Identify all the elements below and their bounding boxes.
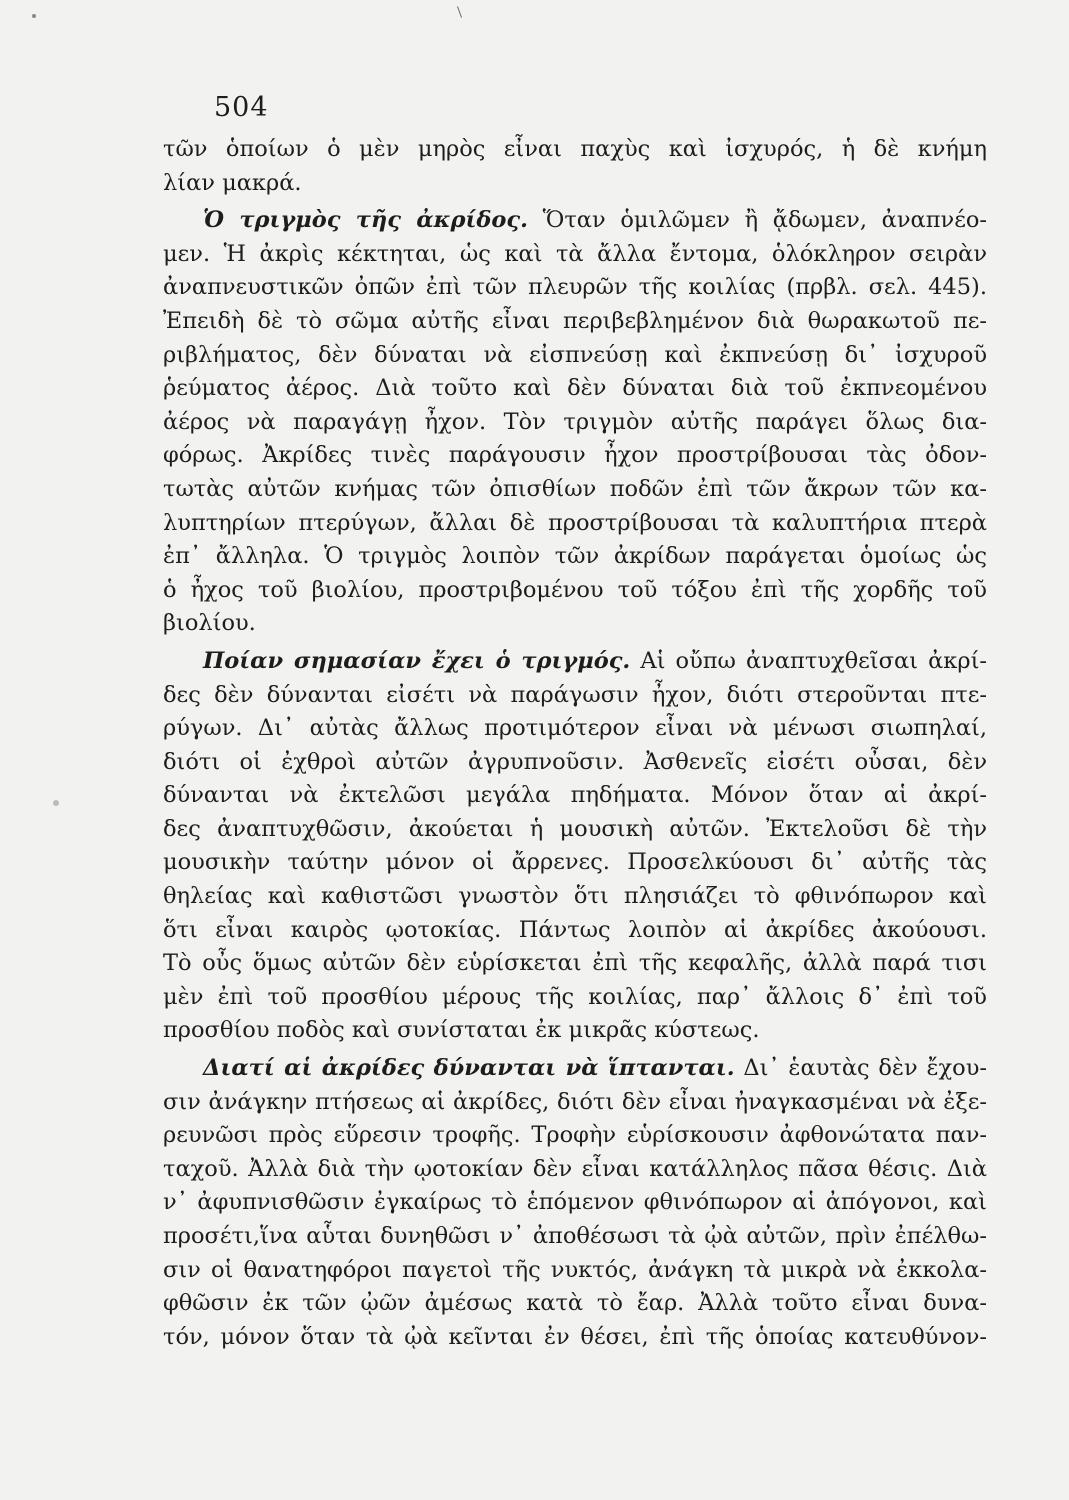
text-line: λίαν μακρά. [163,169,302,196]
text-line: μουσικὴν ταύτην μόνον οἱ ἄρρενες. Προσελκύουσι δι᾽ αὐτῆς τὰς [163,849,987,876]
text-line: ἐπ᾽ ἄλληλα. Ὁ τριγμὸς λοιπὸν τῶν ἀκρίδων παράγεται ὁμοίως ὡς [163,543,987,570]
text-line: θηλείας καὶ καθιστῶσι γνωστὸν ὅτι πλησιάζει τὸ φθινόπωρον καὶ [163,883,987,910]
page-number: 504 [214,92,269,123]
text-line: τόν, μόνον ὅταν τὰ ᾠὰ κεῖνται ἐν θέσει, ἐπὶ τῆς ὁποίας κατευθύνον- [163,1323,987,1350]
section-heading: Ὁ τριγμὸς τῆς ἀκρίδος. [203,207,528,234]
stray-dot [32,14,36,18]
text-run: Αἱ οὔπω ἀναπτυχθεῖσαι ἀκρί- [640,647,988,674]
text-line: ἀέρος νὰ παραγάγῃ ἦχον. Τὸν τριγμὸν αὐτῆς παράγει ὅλως δια- [163,408,987,435]
text-line [163,204,987,238]
text-line: ὅτι εἶναι καιρὸς ῳοτοκίας. Πάντως λοιπὸν αἱ ἀκρίδες ἀκούουσι. [163,916,987,943]
text-run: Ὅταν ὁμιλῶμεν ἢ ᾄδωμεν, ἀναπνέο- [542,207,988,234]
text-line [163,1052,987,1086]
text-line: προσέτι,ἵνα αὗται δυνηθῶσι ν᾽ ἀποθέσωσι τὰ ᾠὰ αὐτῶν, πρὶν ἐπέλθω- [163,1223,987,1249]
section-heading: Διατί αἱ ἀκρίδες δύνανται νὰ ἵπτανται. [203,1055,735,1082]
text-line: δύνανται νὰ ἐκτελῶσι μεγάλα πηδήματα. Μόνον ὅταν αἱ ἀκρί- [163,782,987,809]
text-line: λυπτηρίων πτερύγων, ἄλλαι δὲ προστρίβουσαι τὰ καλυπτήρια πτερὰ [163,509,987,536]
text-line: φθῶσιν ἐκ τῶν ᾠῶν ἀμέσως κατὰ τὸ ἔαρ. Ἀλλὰ τοῦτο εἶναι δυνα- [163,1290,987,1317]
section-heading: Ποίαν σημασίαν ἔχει ὁ τριγμός. [203,647,631,674]
text-line: βιολίου. [163,610,256,637]
stray-mark [457,6,462,18]
text-line: σιν ἀνάγκην πτήσεως αἱ ἀκρίδες, διότι δὲν εἶναι ἠναγκασμέναι νὰ ἐξε- [163,1088,987,1115]
text-line: Τὸ οὖς ὅμως αὐτῶν δὲν εὑρίσκεται ἐπὶ τῆς κεφαλῆς, ἀλλὰ παρά τισι [163,950,987,977]
text-line: δες ἀναπτυχθῶσιν, ἀκούεται ἡ μουσικὴ αὐτῶν. Ἐκτελοῦσι δὲ τὴν [163,815,987,842]
text-line: δες δὲν δύνανται εἰσέτι νὰ παράγωσιν ἦχον, διότι στεροῦνται πτε- [163,681,987,708]
text-line: ταχοῦ. Ἀλλὰ διὰ τὴν ῳοτοκίαν δὲν εἶναι κατάλληλος πᾶσα θέσις. Διὰ [163,1155,987,1182]
text-run: Δι᾽ ἑαυτὰς δὲν ἔχου- [743,1055,987,1082]
text-line: ῥεύματος ἀέρος. Διὰ τοῦτο καὶ δὲν δύναται διὰ τοῦ ἐκπνεομένου [163,375,987,402]
text-line: διότι οἱ ἐχθροὶ αὐτῶν ἀγρυπνοῦσιν. Ἀσθενεῖς εἰσέτι οὖσαι, δὲν [163,748,987,775]
text-line: ρευνῶσι πρὸς εὕρεσιν τροφῆς. Τροφὴν εὑρίσκουσιν ἀφθονώτατα παν- [163,1122,987,1149]
text-line: ρύγων. Δι᾽ αὐτὰς ἄλλως προτιμότερον εἶναι νὰ μένωσι σιωπηλαί, [163,715,987,742]
text-line: μὲν ἐπὶ τοῦ προσθίου μέρους τῆς κοιλίας, παρ᾽ ἄλλοις δ᾽ ἐπὶ τοῦ [163,983,987,1010]
text-line [163,645,987,679]
text-line: ν᾽ ἀφυπνισθῶσιν ἐγκαίρως τὸ ἑπόμενον φθινόπωρον αἱ ἀπόγονοι, καὶ [163,1189,987,1216]
text-line: προσθίου ποδὸς καὶ συνίσταται ἐκ μικρᾶς κύστεως. [163,1017,760,1044]
body-text [163,133,987,1354]
text-line: τωτὰς αὐτῶν κνήμας τῶν ὀπισθίων ποδῶν ἐπὶ τῶν ἄκρων τῶν κα- [163,475,987,502]
margin-dot [53,800,59,806]
text-line: μεν. Ἡ ἀκρὶς κέκτηται, ὡς καὶ τὰ ἄλλα ἔντομα, ὁλόκληρον σειρὰν [163,240,987,267]
text-line: Ἐπειδὴ δὲ τὸ σῶμα αὐτῆς εἶναι περιβεβλημένον διὰ θωρακωτοῦ πε- [163,307,987,334]
text-line: ὁ ἦχος τοῦ βιολίου, προστριβομένου τοῦ τόξου ἐπὶ τῆς χορδῆς τοῦ [163,576,987,603]
text-line: τῶν ὁποίων ὁ μὲν μηρὸς εἶναι παχὺς καὶ ἰσχυρός, ἡ δὲ κνήμη [163,136,987,162]
text-line: ἀναπνευστικῶν ὀπῶν ἐπὶ τῶν πλευρῶν τῆς κοιλίας (πρβλ. σελ. 445). [163,274,987,301]
text-line: φόρως. Ἀκρίδες τινὲς παράγουσιν ἦχον προστρίβουσαι τὰς ὀδον- [163,442,987,469]
text-line: σιν οἱ θανατηφόροι παγετοὶ τῆς νυκτός, ἀνάγκη τὰ μικρὰ νὰ ἐκκολα- [163,1256,987,1283]
text-line: ριβλήματος, δὲν δύναται νὰ εἰσπνεύσῃ καὶ ἐκπνεύσῃ δι᾽ ἰσχυροῦ [163,341,987,368]
